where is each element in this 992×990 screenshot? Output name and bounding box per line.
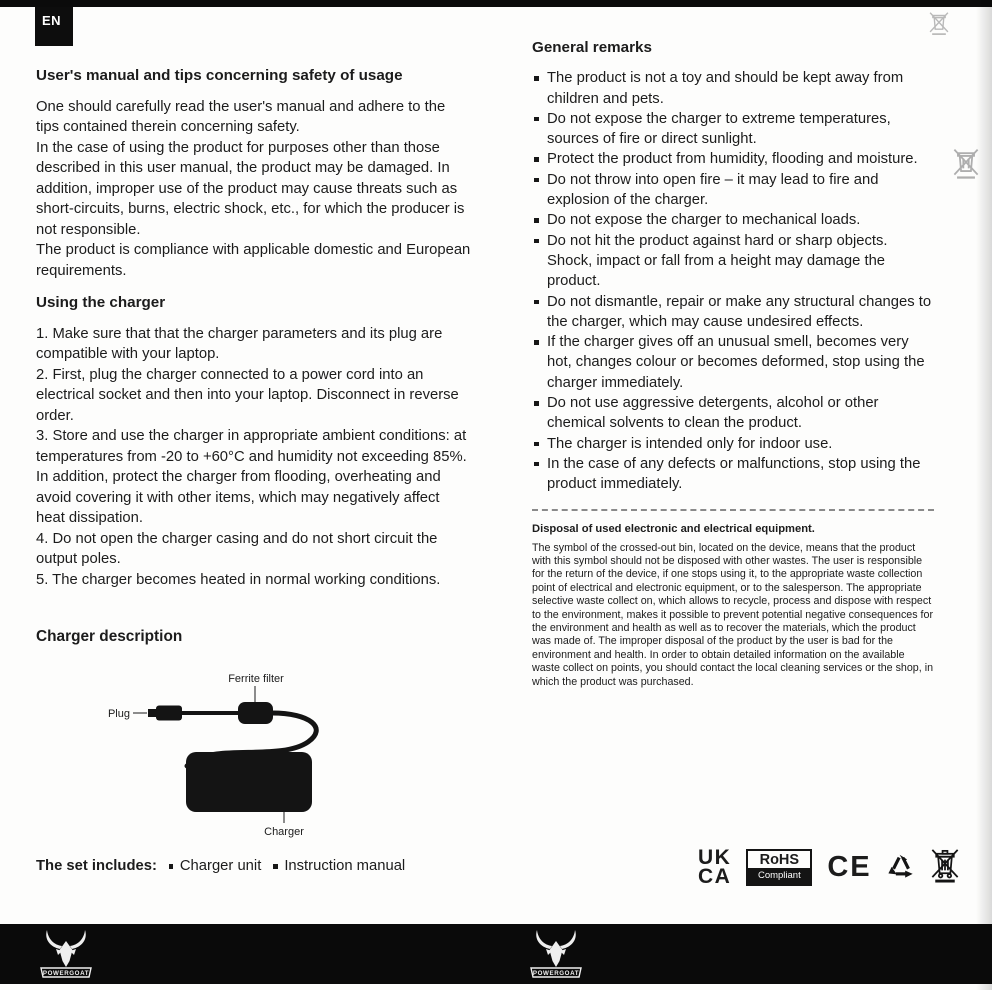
remark-item: The product is not a toy and should be kept away from children and pets. bbox=[532, 68, 934, 109]
goat-head-icon bbox=[46, 930, 86, 967]
ukca-mark-bottom: CA bbox=[698, 865, 732, 888]
section-heading-charger-description: Charger description bbox=[36, 628, 183, 645]
remark-item: In the case of any defects or malfunctions, stop using the product immediately. bbox=[532, 454, 934, 495]
remark-item: Do not expose the charger to mechanical loads. bbox=[532, 210, 934, 230]
plug-label: Plug bbox=[107, 708, 130, 720]
weee-bin-icon bbox=[930, 846, 960, 888]
weee-bin-icon bbox=[928, 10, 950, 36]
right-column bbox=[532, 38, 934, 689]
language-badge bbox=[35, 7, 73, 46]
set-includes-item: Instruction manual bbox=[271, 858, 405, 874]
remark-item: If the charger gives off an unusual smell, becomes very hot, changes colour or becomes deformed, stop using the charger immediately. bbox=[532, 332, 934, 393]
certification-marks bbox=[698, 846, 960, 888]
left-column bbox=[36, 66, 472, 590]
disposal-heading: Disposal of used electronic and electrical equipment. bbox=[532, 522, 815, 535]
dashed-divider bbox=[532, 509, 934, 511]
powergoat-logo bbox=[34, 927, 98, 981]
rohs-mark-compliant: Compliant bbox=[748, 868, 810, 884]
set-includes-label: The set includes: bbox=[36, 858, 157, 874]
step-item: 4. Do not open the charger casing and do not short circuit the output poles. bbox=[36, 530, 438, 567]
intro-paragraph: One should carefully read the user's manual and adhere to the tips contained therein concerning safety. bbox=[36, 98, 446, 135]
powergoat-wordmark: POWERGOAT bbox=[532, 970, 580, 977]
step-item: 3. Store and use the charger in appropriate ambient conditions: at temperatures from -20 to +60°C and humidity not exceeding 85%. In addition, protect the charger from flooding, overheating and avoid covering it with other items, which may negatively affect heat dissipation. bbox=[36, 428, 467, 526]
step-item: 5. The charger becomes heated in normal working conditions. bbox=[36, 571, 441, 588]
charger-label: Charger bbox=[264, 826, 304, 838]
disposal-text: The symbol of the crossed-out bin, located on the device, means that the product with this symbol should not be disposed with other wastes. The user is responsible for the return of the device, if one stops using it, to the appropriate waste collection point of electrical and electronic equipment, or to the salesperson. The appropriate selective waste collect on, which allows to recycle, process and dispose with respect to the environment, makes it possible to prevent potential negative consequences for the environment and health as well as to recover the materials, which the product was made of. The improper disposal of the product by the user is bad for the environment and health. In order to obtain detailed information on the available waste collect on points, you should contact the local cleaning services or the shop, in which the product was purchased. bbox=[532, 541, 934, 688]
section-heading-using-charger: Using the charger bbox=[36, 294, 166, 311]
remark-item: Do not expose the charger to extreme temperatures, sources of fire or direct sunlight. bbox=[532, 109, 934, 150]
recycle-icon bbox=[887, 851, 915, 884]
section-heading-general-remarks: General remarks bbox=[532, 39, 652, 56]
step-item: 2. First, plug the charger connected to a power cord into an electrical socket and then into your laptop. Disconnect in reverse order. bbox=[36, 366, 459, 424]
remark-item: Protect the product from humidity, flooding and moisture. bbox=[532, 149, 934, 169]
intro-paragraph: In the case of using the product for purposes other than those described in this user manual, the product may be damaged. In addition, improper use of the product may cause threats such as short-circuits, burns, electric shock, etc., for which the producer is not responsible. bbox=[36, 139, 465, 238]
top-border-strip bbox=[0, 0, 992, 7]
rohs-mark-name: RoHS bbox=[759, 851, 800, 868]
charger-brick-graphic bbox=[186, 752, 312, 812]
remark-item: Do not throw into open fire – it may lead to fire and explosion of the charger. bbox=[532, 170, 934, 211]
charger-diagram bbox=[36, 640, 476, 840]
intro-paragraph: The product is compliance with applicable domestic and European requirements. bbox=[36, 242, 471, 279]
plug-connector-graphic bbox=[148, 706, 182, 721]
ukca-mark-top: UK bbox=[698, 846, 732, 869]
ukca-mark bbox=[698, 848, 731, 886]
remark-item: Do not dismantle, repair or make any structural changes to the charger, which may cause undesired effects. bbox=[532, 292, 934, 333]
remark-item: The charger is intended only for indoor use. bbox=[532, 434, 934, 454]
set-includes-item: Charger unit bbox=[167, 858, 261, 874]
powergoat-logo bbox=[524, 927, 588, 981]
ferrite-filter-graphic bbox=[238, 702, 273, 724]
step-item: 1. Make sure that that the charger parameters and its plug are compatible with your laptop. bbox=[36, 325, 443, 362]
set-includes-line bbox=[36, 858, 405, 874]
remark-item: Do not use aggressive detergents, alcohol or other chemical solvents to clean the product. bbox=[532, 393, 934, 434]
section-heading-usage-safety: User's manual and tips concerning safety of usage bbox=[36, 67, 403, 84]
powergoat-wordmark: POWERGOAT bbox=[42, 970, 90, 977]
ce-mark: CE bbox=[827, 850, 872, 883]
goat-head-icon bbox=[536, 930, 576, 967]
remark-item: Do not hit the product against hard or sharp objects. Shock, impact or fall from a height may damage the product. bbox=[532, 231, 934, 292]
footer-bar bbox=[0, 924, 992, 984]
language-badge-label: EN bbox=[42, 13, 62, 28]
weee-bin-icon bbox=[952, 146, 980, 180]
ferrite-filter-label: Ferrite filter bbox=[228, 673, 284, 685]
rohs-mark bbox=[746, 849, 812, 886]
